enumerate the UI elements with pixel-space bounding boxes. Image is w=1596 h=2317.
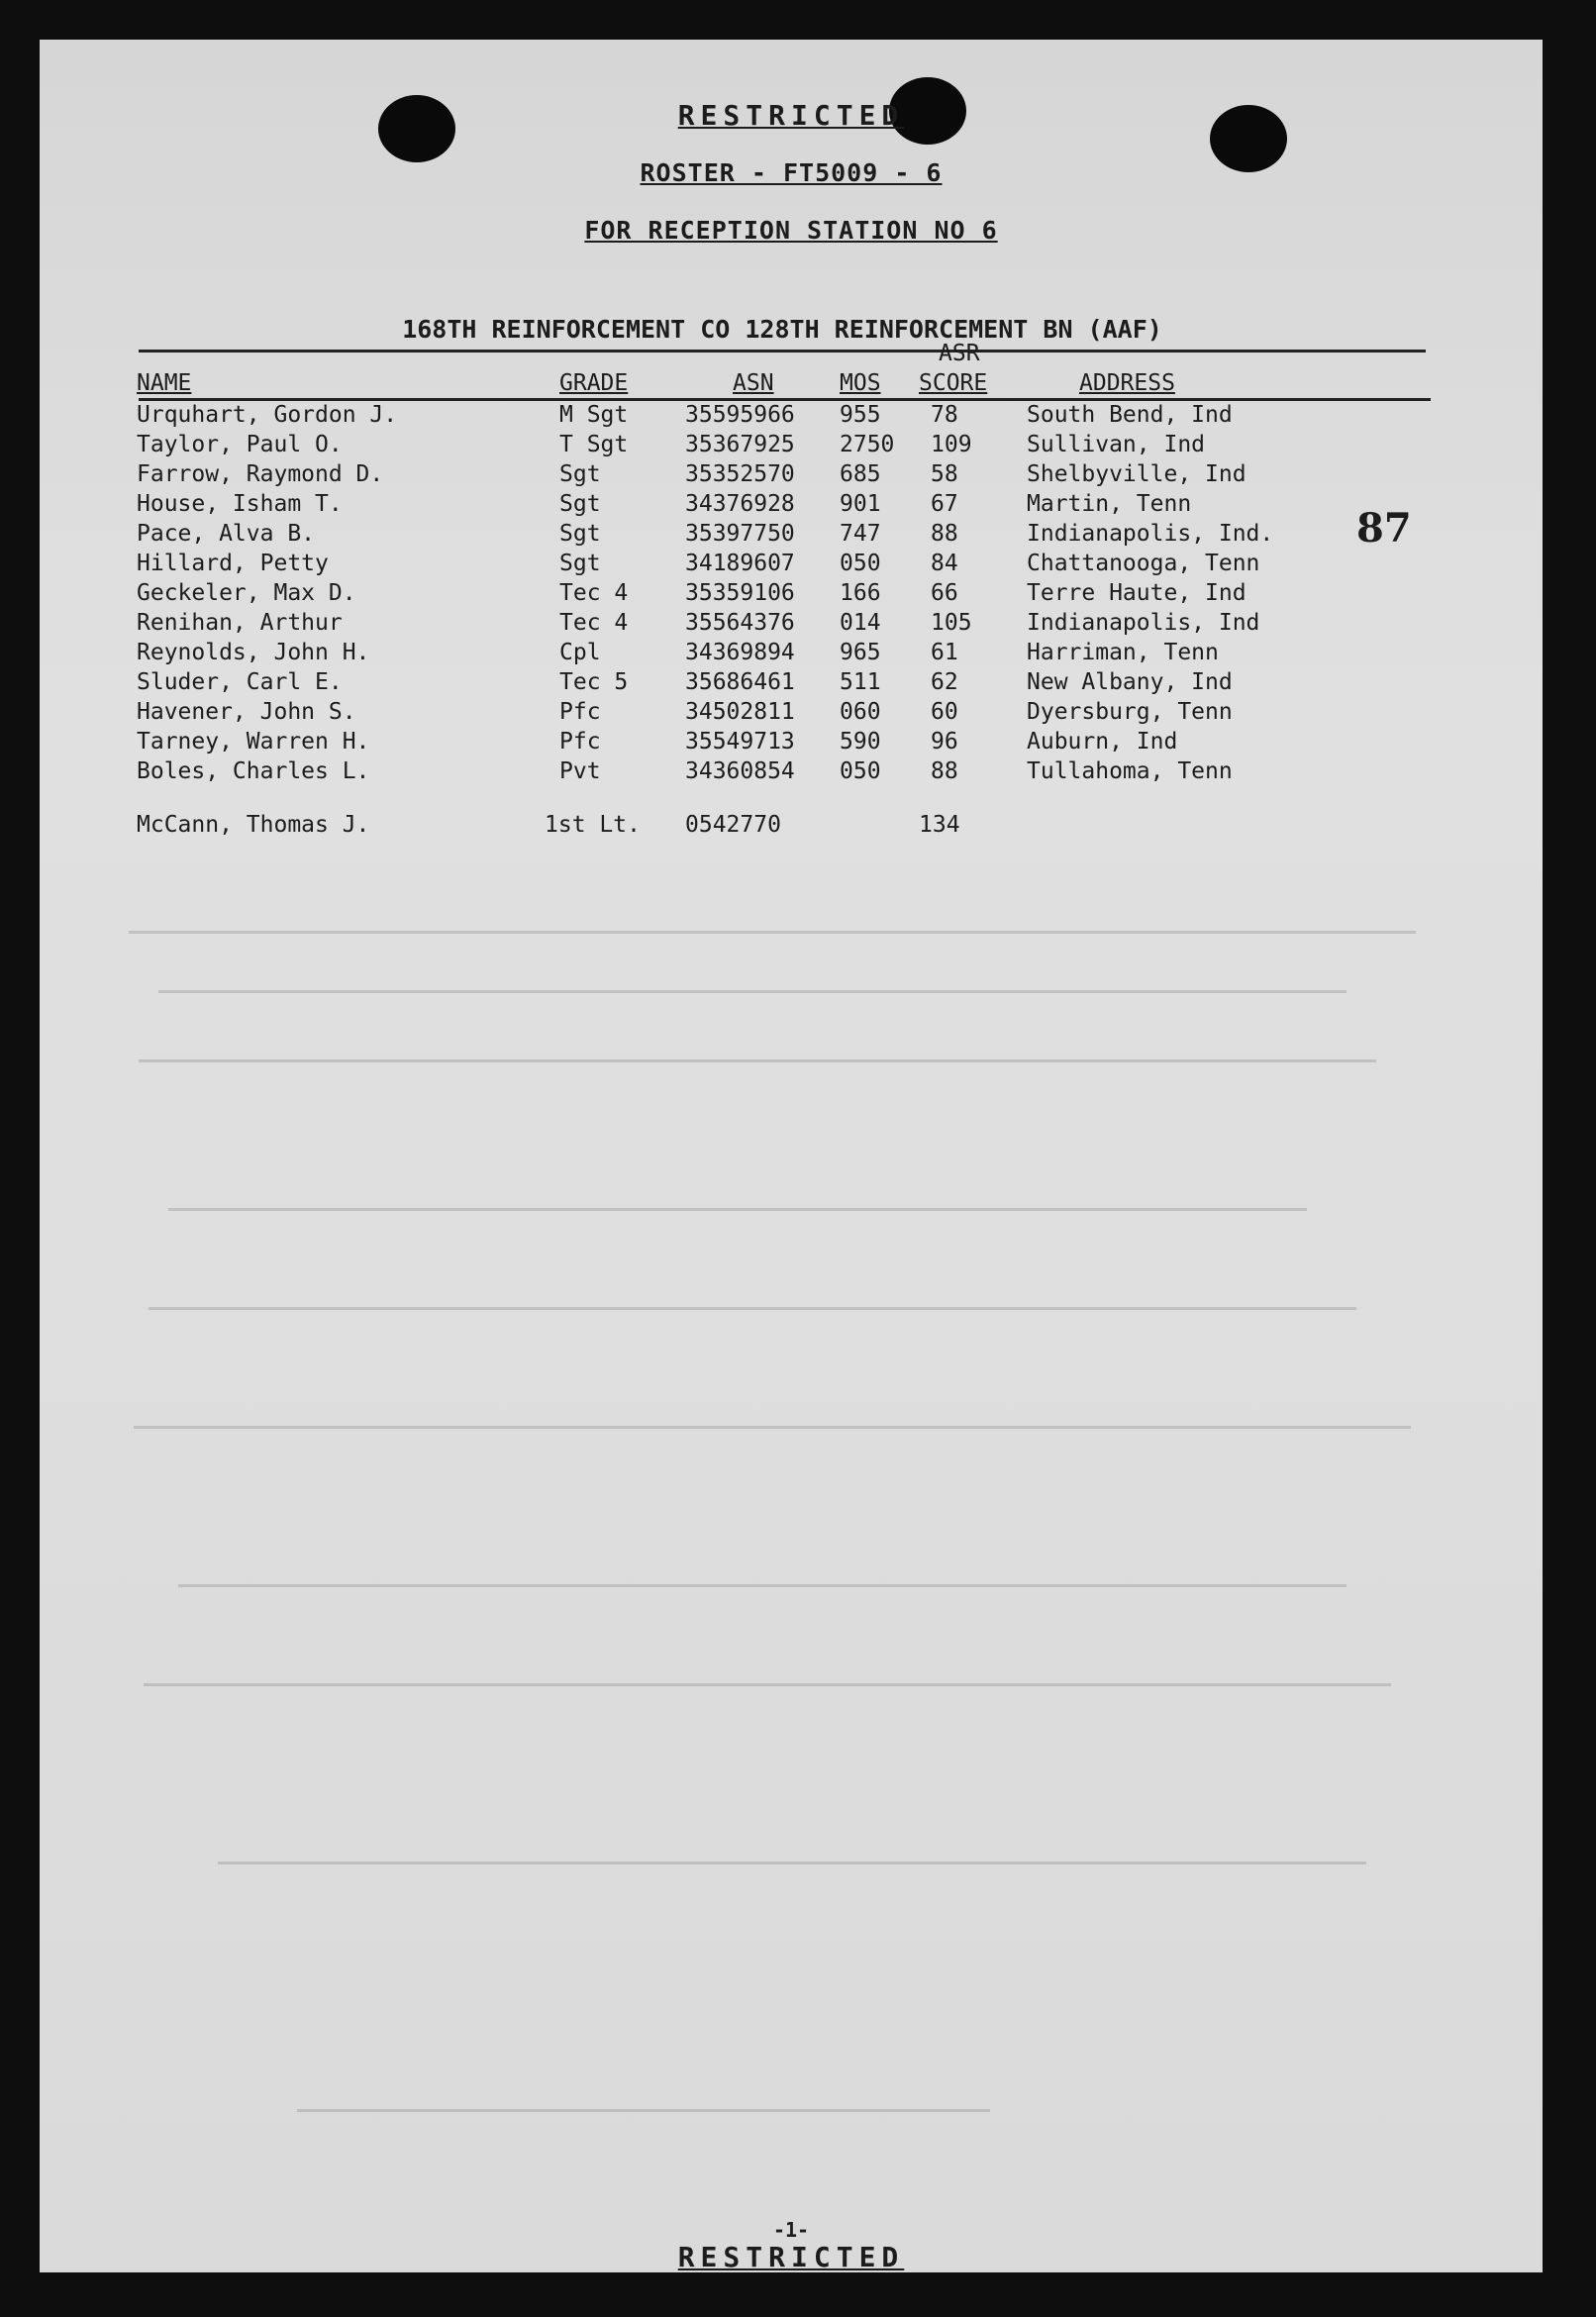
roster-asr: 88 <box>931 521 958 547</box>
margin-number: 87 <box>1356 505 1412 552</box>
bleed-through <box>218 1862 1366 1864</box>
roster-address: New Albany, Ind <box>1027 669 1233 695</box>
header-name: NAME <box>137 370 192 396</box>
roster-mos: 2750 <box>840 432 895 457</box>
roster-grade: Sgt <box>559 521 601 547</box>
officer-grade: 1st Lt. <box>545 812 641 838</box>
roster-name: Taylor, Paul O. <box>137 432 343 457</box>
roster-name: Boles, Charles L. <box>137 758 370 784</box>
header-asr-top: ASR <box>939 341 980 366</box>
bleed-through <box>134 1426 1411 1429</box>
bleed-through <box>168 1208 1307 1211</box>
roster-mos: 050 <box>840 758 881 784</box>
officer-row <box>40 812 1543 842</box>
roster-asr: 88 <box>931 758 958 784</box>
roster-address: Indianapolis, Ind <box>1027 610 1260 636</box>
roster-name: House, Isham T. <box>137 491 343 517</box>
roster-name: Urquhart, Gordon J. <box>137 402 398 428</box>
roster-asn: 35686461 <box>685 669 795 695</box>
roster-grade: Pfc <box>559 699 601 725</box>
roster-mos: 050 <box>840 551 881 576</box>
roster-address: Shelbyville, Ind <box>1027 461 1247 487</box>
table-row <box>40 580 1543 610</box>
roster-address: Dyersburg, Tenn <box>1027 699 1233 725</box>
header-asn: ASN <box>733 370 774 396</box>
roster-grade: Pvt <box>559 758 601 784</box>
roster-address: Auburn, Ind <box>1027 729 1178 755</box>
table-row <box>40 758 1543 788</box>
roster-name: Havener, John S. <box>137 699 356 725</box>
bleed-through <box>144 1683 1391 1686</box>
roster-asn: 35367925 <box>685 432 795 457</box>
roster-grade: Cpl <box>559 640 601 665</box>
roster-asr: 105 <box>931 610 972 636</box>
officer-asr: 134 <box>919 812 960 838</box>
table-row <box>40 521 1543 551</box>
roster-asr: 62 <box>931 669 958 695</box>
page-number: -1- <box>772 2218 810 2242</box>
bleed-through <box>139 1059 1376 1062</box>
roster-asn: 35359106 <box>685 580 795 606</box>
table-row <box>40 432 1543 461</box>
roster-name: Reynolds, John H. <box>137 640 370 665</box>
roster-asn: 34360854 <box>685 758 795 784</box>
roster-name: Hillard, Petty <box>137 551 329 576</box>
roster-name: Pace, Alva B. <box>137 521 316 547</box>
roster-address: Tullahoma, Tenn <box>1027 758 1233 784</box>
header-mos: MOS <box>840 370 881 396</box>
roster-asr: 84 <box>931 551 958 576</box>
roster-asn: 35549713 <box>685 729 795 755</box>
table-row <box>40 729 1543 758</box>
table-row <box>40 640 1543 669</box>
roster-address: Indianapolis, Ind. <box>1027 521 1274 547</box>
table-row <box>40 461 1543 491</box>
roster-grade: Tec 5 <box>559 669 629 695</box>
officer-asn: 0542770 <box>685 812 781 838</box>
header-asr-score: SCORE <box>919 370 988 396</box>
roster-address: South Bend, Ind <box>1027 402 1233 428</box>
bleed-through <box>158 990 1347 993</box>
roster-asn: 34376928 <box>685 491 795 517</box>
bleed-through <box>149 1307 1356 1310</box>
roster-grade: Sgt <box>559 551 601 576</box>
roster-mos: 060 <box>840 699 881 725</box>
roster-asr: 61 <box>931 640 958 665</box>
roster-mos: 955 <box>840 402 881 428</box>
roster-grade: M Sgt <box>559 402 629 428</box>
station-line: FOR RECEPTION STATION NO 6 <box>584 216 998 245</box>
roster-asr: 58 <box>931 461 958 487</box>
roster-mos: 590 <box>840 729 881 755</box>
roster-address: Martin, Tenn <box>1027 491 1192 517</box>
roster-asn: 34369894 <box>685 640 795 665</box>
roster-name: Sluder, Carl E. <box>137 669 343 695</box>
roster-name: Renihan, Arthur <box>137 610 343 636</box>
bleed-through <box>297 2109 990 2112</box>
roster-grade: Pfc <box>559 729 601 755</box>
roster-mos: 014 <box>840 610 881 636</box>
unit-line: 168TH REINFORCEMENT CO 128TH REINFORCEMENT BN (AAF) <box>139 315 1426 353</box>
table-row <box>40 669 1543 699</box>
roster-address: Sullivan, Ind <box>1027 432 1206 457</box>
roster-grade: Tec 4 <box>559 580 629 606</box>
table-row <box>40 491 1543 521</box>
roster-name: Geckeler, Max D. <box>137 580 356 606</box>
bleed-through <box>129 931 1416 934</box>
header-address: ADDRESS <box>1079 370 1175 396</box>
bleed-through <box>178 1584 1347 1587</box>
roster-asr: 67 <box>931 491 958 517</box>
roster-asn: 35397750 <box>685 521 795 547</box>
roster-mos: 511 <box>840 669 881 695</box>
table-row <box>40 402 1543 432</box>
roster-asn: 34189607 <box>685 551 795 576</box>
classification-bottom: RESTRICTED <box>677 2241 905 2273</box>
roster-asn: 35564376 <box>685 610 795 636</box>
roster-grade: Sgt <box>559 491 601 517</box>
roster-asr: 78 <box>931 402 958 428</box>
table-row <box>40 699 1543 729</box>
roster-asr: 60 <box>931 699 958 725</box>
roster-mos: 166 <box>840 580 881 606</box>
header-rule <box>139 398 1431 401</box>
roster-asr: 66 <box>931 580 958 606</box>
table-row <box>40 610 1543 640</box>
roster-grade: Sgt <box>559 461 601 487</box>
roster-grade: T Sgt <box>559 432 629 457</box>
roster-name: Farrow, Raymond D. <box>137 461 384 487</box>
table-row <box>40 551 1543 580</box>
roster-mos: 901 <box>840 491 881 517</box>
roster-address: Harriman, Tenn <box>1027 640 1219 665</box>
classification-top: RESTRICTED <box>677 99 905 132</box>
roster-asn: 35595966 <box>685 402 795 428</box>
header-grade: GRADE <box>559 370 629 396</box>
roster-number: ROSTER - FT5009 - 6 <box>640 158 943 187</box>
roster-address: Terre Haute, Ind <box>1027 580 1247 606</box>
roster-mos: 965 <box>840 640 881 665</box>
roster-address: Chattanooga, Tenn <box>1027 551 1260 576</box>
roster-asn: 35352570 <box>685 461 795 487</box>
roster-grade: Tec 4 <box>559 610 629 636</box>
officer-name: McCann, Thomas J. <box>137 812 370 838</box>
roster-asn: 34502811 <box>685 699 795 725</box>
roster-asr: 96 <box>931 729 958 755</box>
roster-name: Tarney, Warren H. <box>137 729 370 755</box>
roster-asr: 109 <box>931 432 972 457</box>
document-page <box>40 40 1543 2272</box>
roster-mos: 747 <box>840 521 881 547</box>
roster-mos: 685 <box>840 461 881 487</box>
